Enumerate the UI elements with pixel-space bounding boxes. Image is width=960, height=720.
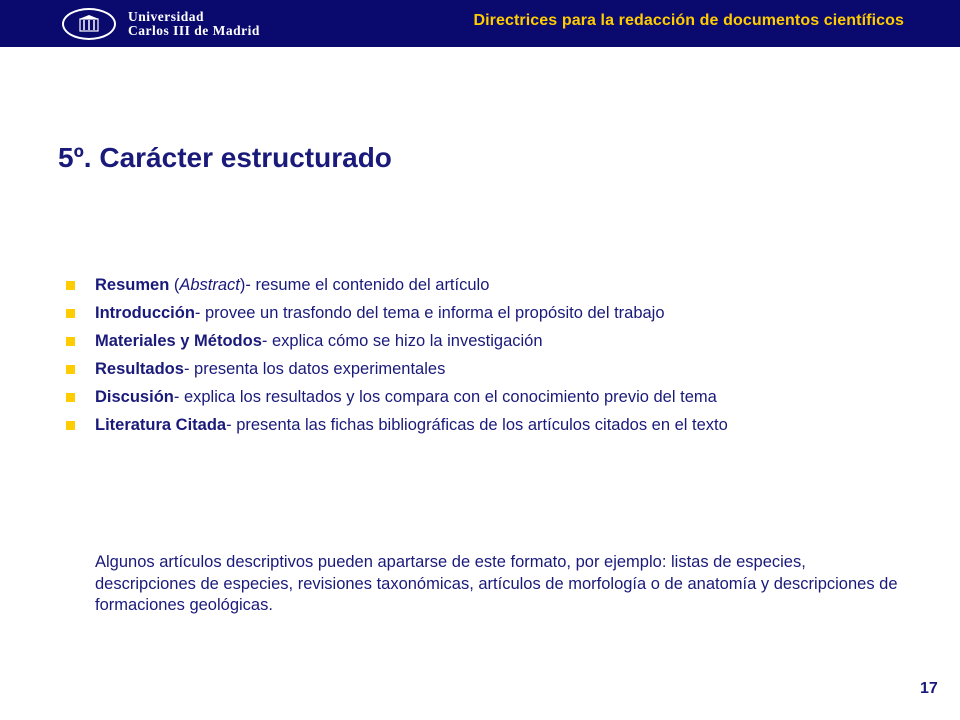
bullet-term: Resumen bbox=[95, 276, 170, 294]
bullet-term: Introducción bbox=[95, 304, 195, 322]
bullet-desc: - explica cómo se hizo la investigación bbox=[261, 332, 543, 350]
university-seal-icon bbox=[62, 8, 116, 40]
university-name bbox=[128, 10, 260, 38]
list-item bbox=[66, 330, 906, 352]
bullet-list bbox=[66, 274, 906, 442]
list-item bbox=[66, 274, 906, 296]
list-item bbox=[66, 358, 906, 380]
bullet-desc: - presenta los datos experimentales bbox=[183, 360, 446, 378]
bullet-square-icon bbox=[66, 337, 75, 346]
header-title: Directrices para la redacción de documentos científicos bbox=[473, 12, 904, 29]
bullet-note: Abstract bbox=[179, 276, 240, 294]
bullet-desc: - explica los resultados y los compara con el conocimiento previo del tema bbox=[173, 388, 717, 406]
university-name-line2: Carlos III de Madrid bbox=[128, 23, 260, 38]
bullet-square-icon bbox=[66, 393, 75, 402]
list-item bbox=[66, 414, 906, 436]
bullet-term: Literatura Citada bbox=[95, 416, 227, 434]
bullet-square-icon bbox=[66, 309, 75, 318]
header-bar bbox=[0, 0, 960, 47]
bullet-note-prefix: ( bbox=[169, 276, 180, 294]
university-name-line1: Universidad bbox=[128, 9, 205, 24]
page-number: 17 bbox=[920, 680, 938, 697]
bullet-desc: - resume el contenido del artículo bbox=[245, 276, 490, 294]
bullet-term: Resultados bbox=[95, 360, 184, 378]
list-item bbox=[66, 302, 906, 324]
bullet-note-suffix: ) bbox=[239, 276, 246, 294]
list-item bbox=[66, 386, 906, 408]
bullet-desc: - provee un trasfondo del tema e informa el propósito del trabajo bbox=[194, 304, 665, 322]
bullet-square-icon bbox=[66, 421, 75, 430]
slide-title: 5º. Carácter estructurado bbox=[58, 142, 392, 173]
bullet-term: Discusión bbox=[95, 388, 174, 406]
bullet-desc: - presenta las fichas bibliográficas de los artículos citados en el texto bbox=[226, 416, 728, 434]
university-logo bbox=[62, 6, 260, 42]
bullet-square-icon bbox=[66, 365, 75, 374]
bullet-term: Materiales y Métodos bbox=[95, 332, 262, 350]
bullet-square-icon bbox=[66, 281, 75, 290]
body-paragraph: Algunos artículos descriptivos pueden apartarse de este formato, por ejemplo: listas de especies, descripciones de especies, revisiones taxonómicas, artículos de morfología o de anatomía y descripciones de formaciones geológicas. bbox=[95, 553, 898, 614]
